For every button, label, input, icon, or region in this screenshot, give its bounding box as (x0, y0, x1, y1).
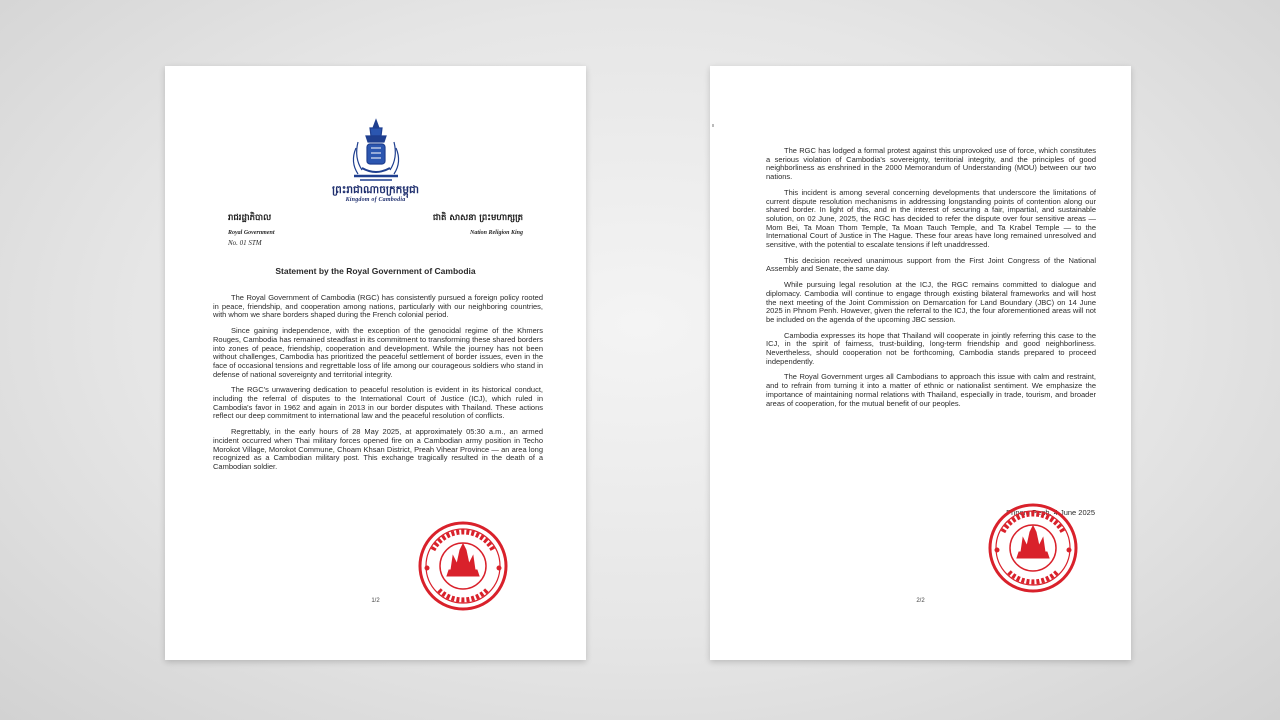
royal-government-khmer: រាជរដ្ឋាភិបាល (228, 213, 272, 223)
document-page-2 (710, 66, 1131, 660)
paragraph: Since gaining independence, with the exception of the genocidal regime of the Khmers Rouges, Cambodia has remained steadfast in its commitment to transforming these shared borders into zones of peace, friendship, cooperation and development. While the journey has not been without challenges, Cambodia has prioritized the peaceful settlement of border issues, even in the face of occasional tensions and regrettable loss of life among our courageous soldiers who stand in defense of national sovereignty and territorial integrity. (213, 326, 543, 379)
paragraph: Regrettably, in the early hours of 28 May 2025, at approximately 05:30 a.m., an armed incident occurred when Thai military forces opened fire on a Cambodian army position in Techo Morokot Village, Morokot Commune, Choam Khsan District, Preah Vihear Province — an area long recognized as a Cambodian military post. This exchange tragically resulted in the death of a Cambodian soldier. (213, 427, 543, 471)
binding-mark (712, 124, 714, 127)
page-number: 2/2 (916, 598, 925, 604)
paragraph: This decision received unanimous support from the First Joint Congress of the National Assembly and Senate, the same day. (766, 255, 1096, 274)
page-number: 1/2 (371, 598, 380, 604)
statement-body-page-2 (766, 147, 1096, 415)
paragraph: This incident is among several concerning developments that underscore the limitations of current dispute resolution mechanisms in addressing longstanding points of contention along our shared border. In light of this, and in the interest of securing a fair, impartial, and sustainable solution, on 02 June, 2025, the RGC has decided to refer the dispute over four sensitive areas — Mom Bei, Ta Moan Thom Temple, Ta Moan Tauch Temple, and Ta Krabel Temple — to the International Court of Justice in The Hague. These four areas have long remained unresolved and sensitive, with the potential to escalate tensions if left unaddressed. (766, 187, 1096, 250)
royal-coat-of-arms-icon (348, 118, 404, 182)
statement-title: Statement by the Royal Government of Cambodia (275, 266, 476, 276)
paragraph: The Royal Government urges all Cambodians to approach this issue with calm and restraint, and to refrain from turning it into a matter of ethnic or nationalist sentiment. We emphasize the importance of maintaining normal relations with Thailand, especially in trade, tourism, and broader areas of cooperation, for the mutual benefit of our peoples. (766, 372, 1096, 408)
paragraph: Cambodia expresses its hope that Thailand will cooperate in jointly referring this case to the ICJ, in the spirit of fairness, trust-building, long-term friendship and good neighborliness. Nevertheless, should cooperation not be forthcoming, Cambodia stands prepared to proceed independently. (766, 330, 1096, 366)
official-red-seal-icon (987, 502, 1079, 594)
paragraph: The RGC's unwavering dedication to peaceful resolution is evident in its historical conduct, including the referral of disputes to the International Court of Justice (ICJ), which ruled in Cambodia's favor in 1962 and again in 2013 in our border disputes with Thailand. These actions reflect our deep commitment to international law and the peaceful resolution of conflicts. (213, 385, 543, 421)
kingdom-name-khmer: ព្រះរាជាណាចក្រកម្ពុជា (331, 184, 419, 196)
national-motto-english: Nation Religion King (469, 230, 523, 236)
national-motto-khmer: ជាតិ សាសនា ព្រះមហាក្សត្រ (432, 213, 523, 223)
date-line: Phnom Penh, 4 June 2025 (1006, 508, 1095, 517)
royal-government-english: Royal Government (228, 230, 275, 236)
paragraph: The RGC has lodged a formal protest against this unprovoked use of force, which constitutes a serious violation of Cambodia's sovereignty, territorial integrity, and the principles of good neighborliness as enshrined in the 2000 Memorandum of Understanding (MOU) between our two nations. (766, 146, 1096, 182)
paragraph: The Royal Government of Cambodia (RGC) has consistently pursued a foreign policy rooted in peace, friendship, and cooperation among nations, particularly with our neighboring countries, with whom we share borders shaped during the French colonial period. (213, 293, 543, 320)
paragraph: While pursuing legal resolution at the ICJ, the RGC remains committed to dialogue and diplomacy. Cambodia will continue to engage through existing bilateral frameworks and will host the next meeting of the Joint Commission on Demarcation for Land Boundary (JBC) on 14 June 2025 in Phnom Penh. However, given the referral to the ICJ, the four aforementioned areas will not be included on the agenda of the upcoming JBC session. (766, 280, 1096, 324)
kingdom-name-english: Kingdom of Cambodia (345, 197, 406, 203)
statement-body-page-1 (213, 294, 543, 479)
document-number: No. 01 STM (228, 239, 262, 247)
document-page-1 (165, 66, 586, 660)
